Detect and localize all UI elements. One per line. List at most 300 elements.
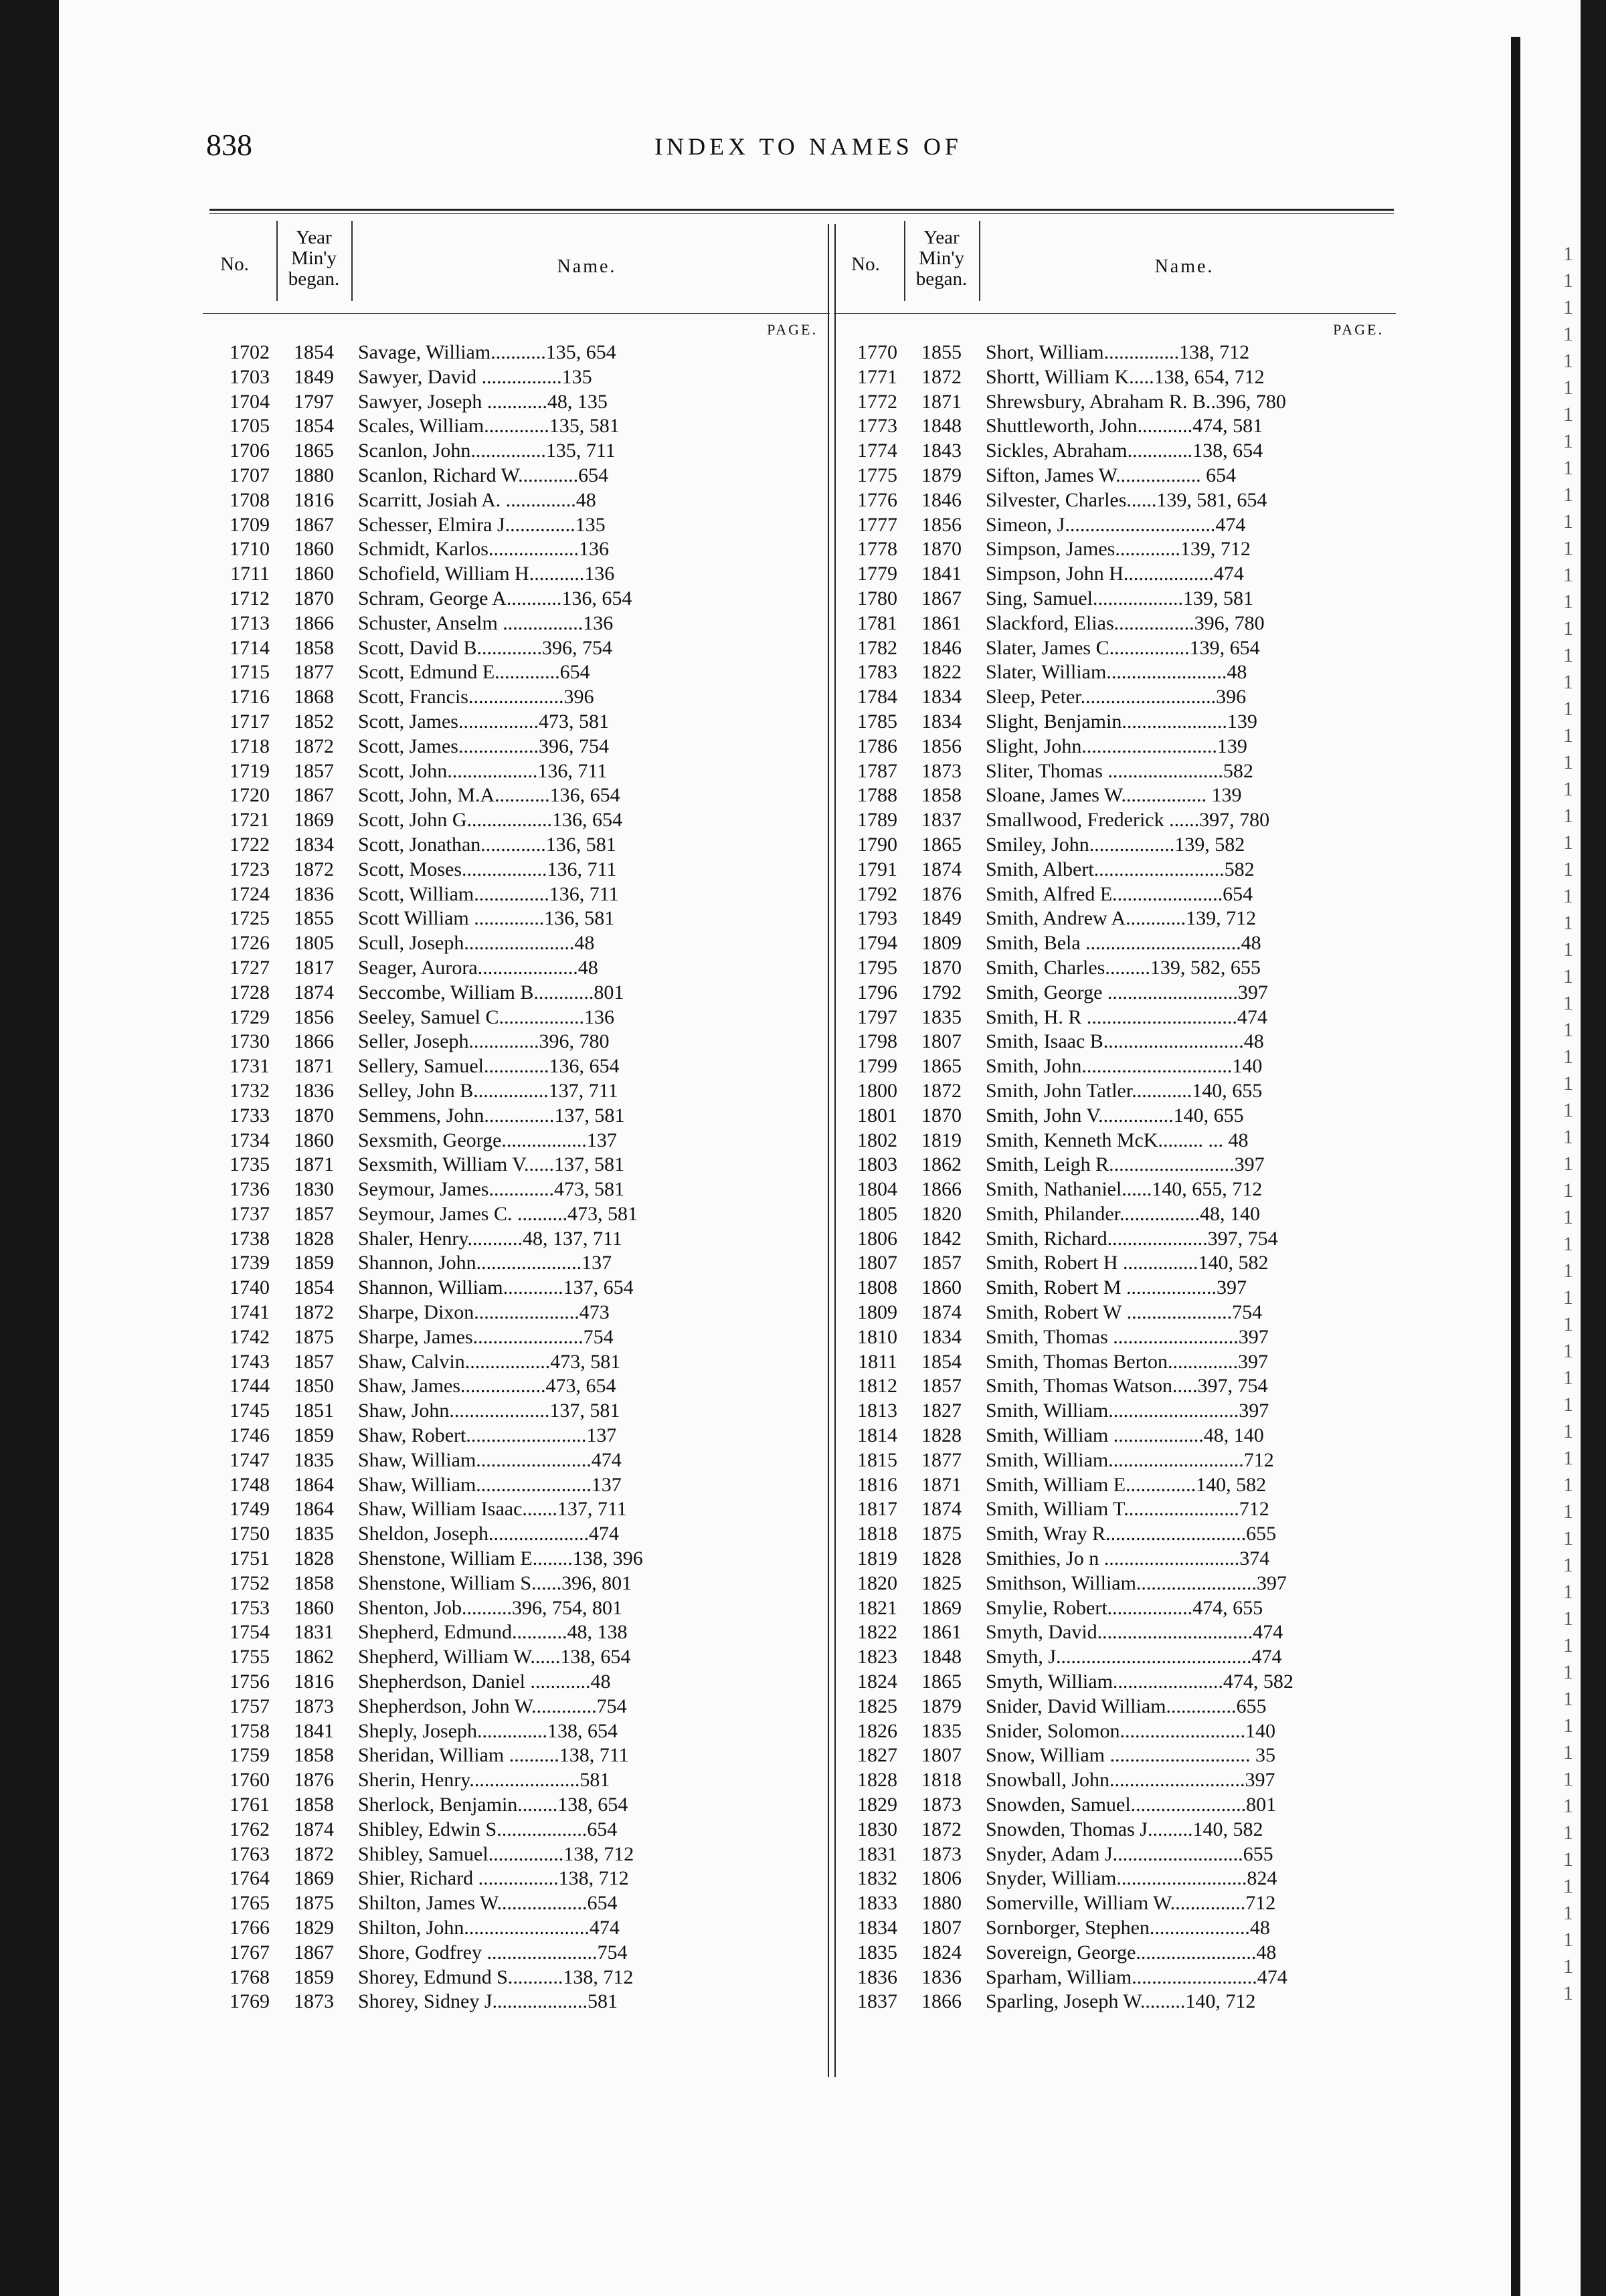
entry-name-pages: Sexsmith, George.................137: [358, 1129, 617, 1151]
entry-number: 1737: [230, 1202, 270, 1225]
entry-year: 1857: [294, 759, 334, 782]
index-row: [203, 439, 830, 464]
entry-year: 1872: [921, 1079, 962, 1102]
entry-name-pages: Smith, William E..............140, 582: [986, 1473, 1267, 1496]
index-row: [203, 1030, 830, 1054]
entry-number: 1801: [857, 1104, 897, 1127]
entry-name-pages: Sherlock, Benjamin........138, 654: [358, 1794, 628, 1816]
index-row: [203, 1547, 830, 1571]
entry-number: 1711: [230, 563, 270, 585]
entry-name-pages: Scales, William.............135, 581: [358, 415, 620, 438]
index-row: [203, 1793, 830, 1818]
index-row: [834, 488, 1396, 513]
entry-number: 1825: [857, 1695, 897, 1717]
entry-year: 1828: [294, 1547, 334, 1570]
index-row: [834, 1719, 1396, 1744]
adjacent-page-glyph: 1: [1563, 430, 1573, 452]
entry-year: 1879: [921, 1695, 962, 1717]
entry-name-pages: Scott, David B.............396, 754: [358, 636, 612, 659]
entry-name-pages: Snider, David William..............655: [986, 1695, 1267, 1717]
entry-number: 1775: [857, 464, 897, 486]
index-row: [203, 513, 830, 538]
index-row: [203, 341, 830, 365]
entry-name-pages: Silvester, Charles......139, 581, 654: [986, 488, 1267, 511]
entry-number: 1712: [230, 587, 270, 609]
entry-year: 1865: [294, 440, 334, 462]
entry-number: 1830: [857, 1818, 897, 1840]
adjacent-page-glyph: 1: [1563, 617, 1573, 640]
entry-number: 1710: [230, 538, 270, 561]
entry-number: 1706: [230, 440, 270, 462]
index-row: [203, 1251, 830, 1276]
entry-name-pages: Shepherd, William W......138, 654: [358, 1646, 631, 1668]
entry-year: 1829: [294, 1917, 334, 1939]
index-row: [203, 1620, 830, 1645]
adjacent-page-glyph: 1: [1563, 1206, 1573, 1228]
adjacent-page-glyph: 1: [1563, 1420, 1573, 1442]
index-row: [834, 1424, 1396, 1448]
entry-number: 1763: [230, 1842, 270, 1865]
entry-number: 1748: [230, 1473, 270, 1496]
entry-year: 1866: [921, 1178, 962, 1201]
entry-number: 1716: [230, 686, 270, 708]
entry-name-pages: Sparling, Joseph W.........140, 712: [986, 1990, 1256, 2013]
entry-name-pages: Smith, Leigh R.........................397: [986, 1153, 1265, 1176]
entry-name-pages: Seeley, Samuel C.................136: [358, 1006, 615, 1028]
scan-border-right: [1581, 0, 1606, 2296]
entry-name-pages: Smith, Wray R............................655: [986, 1523, 1277, 1545]
index-row: [203, 858, 830, 882]
header-rule: [209, 209, 1394, 214]
book-page: [59, 0, 1581, 2296]
entry-name-pages: Shortt, William K.....138, 654, 712: [986, 365, 1265, 388]
entry-name-pages: Smith, William ..................48, 140: [986, 1424, 1264, 1447]
entry-year: 1857: [294, 1202, 334, 1225]
entry-number: 1819: [857, 1547, 897, 1570]
index-row: [834, 906, 1396, 931]
entry-name-pages: Smiley, John.................139, 582: [986, 833, 1245, 856]
index-row: [203, 488, 830, 513]
entry-name-pages: Smith, John..............................140: [986, 1055, 1263, 1078]
entry-year: 1816: [294, 488, 334, 511]
entry-year: 1835: [921, 1719, 962, 1742]
entry-year: 1866: [294, 1030, 334, 1053]
adjacent-page-glyph: 1: [1563, 1260, 1573, 1282]
entry-name-pages: Slight, John...........................139: [986, 735, 1247, 757]
entry-name-pages: Shepherd, Edmund...........48, 138: [358, 1621, 628, 1644]
entry-year: 1876: [921, 882, 962, 905]
entry-name-pages: Semmens, John..............137, 581: [358, 1104, 625, 1127]
index-row: [834, 1743, 1396, 1768]
index-row: [834, 1916, 1396, 1941]
entry-number: 1826: [857, 1719, 897, 1742]
entry-name-pages: Sawyer, David ................135: [358, 365, 592, 388]
entry-year: 1875: [294, 1892, 334, 1915]
index-row: [834, 390, 1396, 415]
entry-year: 1871: [921, 390, 962, 413]
entry-number: 1781: [857, 611, 897, 634]
index-row: [834, 562, 1396, 587]
adjacent-page-glyph: 1: [1563, 912, 1573, 934]
entry-name-pages: Smith, Alfred E......................654: [986, 882, 1253, 905]
index-row: [203, 833, 830, 858]
index-row: [834, 1325, 1396, 1350]
adjacent-page-glyph: 1: [1563, 1848, 1573, 1871]
entry-year: 1854: [294, 415, 334, 438]
entry-name-pages: Shenton, Job..........396, 754, 801: [358, 1596, 623, 1619]
entry-name-pages: Snowden, Thomas J.........140, 582: [986, 1818, 1263, 1840]
index-row: [203, 759, 830, 784]
entry-year: 1861: [921, 611, 962, 634]
index-row: [834, 1596, 1396, 1621]
adjacent-page-glyph: 1: [1563, 1474, 1573, 1496]
entry-year: 1828: [921, 1424, 962, 1447]
entry-number: 1795: [857, 956, 897, 979]
entry-number: 1793: [857, 907, 897, 930]
entry-number: 1778: [857, 538, 897, 561]
entry-name-pages: Shuttleworth, John...........474, 581: [986, 415, 1263, 438]
index-row: [834, 1374, 1396, 1399]
adjacent-page-glyph: 1: [1563, 805, 1573, 827]
entry-number: 1768: [230, 1966, 270, 1988]
entry-year: 1869: [294, 809, 334, 832]
entry-name-pages: Snow, William ............................ 35: [986, 1744, 1275, 1767]
entry-year: 1858: [294, 1794, 334, 1816]
index-row: [834, 1793, 1396, 1818]
entry-number: 1788: [857, 784, 897, 807]
entry-number: 1724: [230, 882, 270, 905]
index-column-right: [834, 221, 1396, 2014]
entry-name-pages: Scott, John G.................136, 654: [358, 809, 623, 832]
index-row: [203, 414, 830, 439]
adjacent-page-glyph: 1: [1563, 1447, 1573, 1469]
entry-year: 1872: [294, 1301, 334, 1324]
entry-name-pages: Shilton, James W..................654: [358, 1892, 618, 1915]
entry-name-pages: Smylie, Robert.................474, 655: [986, 1596, 1263, 1619]
index-row: [203, 1719, 830, 1744]
adjacent-page-glyph: 1: [1563, 644, 1573, 666]
entry-name-pages: Shorey, Edmund S...........138, 712: [358, 1966, 634, 1988]
entry-number: 1831: [857, 1842, 897, 1865]
adjacent-page-glyph: 1: [1563, 1581, 1573, 1603]
entry-name-pages: Seager, Aurora....................48: [358, 956, 598, 979]
index-row: [834, 735, 1396, 759]
adjacent-page-glyph: 1: [1563, 537, 1573, 559]
index-row: [834, 636, 1396, 661]
header-no: No.: [220, 254, 249, 275]
entry-year: 1824: [921, 1941, 962, 1964]
entry-name-pages: Sawyer, Joseph ............48, 135: [358, 390, 608, 413]
entry-year: 1828: [294, 1227, 334, 1250]
entry-year: 1820: [921, 1202, 962, 1225]
entry-year: 1846: [921, 488, 962, 511]
index-row: [203, 587, 830, 611]
index-row: [203, 1350, 830, 1375]
page-label: PAGE.: [767, 321, 818, 338]
entry-number: 1705: [230, 415, 270, 438]
adjacent-page-glyph: 1: [1563, 1340, 1573, 1362]
entry-number: 1756: [230, 1670, 270, 1693]
entry-name-pages: Shaw, William.......................474: [358, 1448, 622, 1471]
entry-year: 1834: [294, 833, 334, 856]
index-row: [834, 1620, 1396, 1645]
index-row: [203, 1966, 830, 1990]
entry-year: 1873: [921, 1842, 962, 1865]
entry-number: 1792: [857, 882, 897, 905]
entry-year: 1876: [294, 1769, 334, 1792]
entry-number: 1814: [857, 1424, 897, 1447]
index-row: [203, 611, 830, 636]
entry-year: 1854: [921, 1350, 962, 1373]
adjacent-page-glyph: 1: [1563, 1394, 1573, 1416]
entry-name-pages: Slackford, Elias................396, 780: [986, 611, 1265, 634]
entry-number: 1761: [230, 1794, 270, 1816]
entry-year: 1862: [294, 1646, 334, 1668]
index-row: [834, 1497, 1396, 1522]
adjacent-page-glyph: 1: [1563, 1501, 1573, 1523]
adjacent-page-glyph: 1: [1563, 1046, 1573, 1068]
entry-number: 1734: [230, 1129, 270, 1151]
index-row: [203, 783, 830, 808]
entry-number: 1784: [857, 686, 897, 708]
entry-name-pages: Scott, Francis...................396: [358, 686, 594, 708]
entry-name-pages: Schuster, Anselm ................136: [358, 611, 614, 634]
adjacent-page-glyph: 1: [1563, 510, 1573, 533]
adjacent-page-glyph: 1: [1563, 243, 1573, 265]
entry-name-pages: Schofield, William H...........136: [358, 563, 615, 585]
index-row: [203, 1153, 830, 1177]
index-row: [203, 464, 830, 488]
entry-number: 1809: [857, 1301, 897, 1324]
entry-year: 1867: [294, 513, 334, 536]
entry-name-pages: Smith, Kenneth McK......... ... 48: [986, 1129, 1249, 1151]
index-row: [834, 1547, 1396, 1571]
adjacent-page-glyph: 1: [1563, 323, 1573, 345]
entry-name-pages: Smith, Robert H ...............140, 582: [986, 1252, 1269, 1274]
entry-name-pages: Smith, John Tatler............140, 655: [986, 1079, 1263, 1102]
adjacent-page-glyph: 1: [1563, 778, 1573, 800]
entry-number: 1718: [230, 735, 270, 757]
entry-year: 1852: [294, 710, 334, 733]
index-row: [834, 414, 1396, 439]
entry-number: 1709: [230, 513, 270, 536]
entry-number: 1720: [230, 784, 270, 807]
entry-year: 1864: [294, 1498, 334, 1521]
adjacent-page-glyph: 1: [1563, 832, 1573, 854]
index-row: [203, 1301, 830, 1325]
adjacent-page-glyph: 1: [1563, 1608, 1573, 1630]
index-row: [203, 1818, 830, 1842]
index-row: [834, 833, 1396, 858]
index-row: [203, 1104, 830, 1129]
entry-name-pages: Scanlon, John...............135, 711: [358, 440, 616, 462]
entry-number: 1783: [857, 661, 897, 684]
index-row: [203, 1079, 830, 1104]
entry-name-pages: Smallwood, Frederick ......397, 780: [986, 809, 1270, 832]
entry-number: 1750: [230, 1523, 270, 1545]
entry-number: 1729: [230, 1006, 270, 1028]
entry-number: 1762: [230, 1818, 270, 1840]
entry-year: 1854: [294, 1276, 334, 1299]
index-row: [203, 956, 830, 981]
index-row: [203, 1497, 830, 1522]
index-row: [203, 1842, 830, 1867]
entry-name-pages: Sloane, James W................. 139: [986, 784, 1242, 807]
index-row: [834, 1177, 1396, 1202]
index-row: [834, 513, 1396, 538]
entry-number: 1731: [230, 1055, 270, 1078]
adjacent-page-glyph: 1: [1563, 564, 1573, 586]
entry-year: 1835: [921, 1006, 962, 1028]
adjacent-page-glyph: 1: [1563, 1179, 1573, 1202]
entry-year: 1879: [921, 464, 962, 486]
adjacent-page-glyph: 1: [1563, 403, 1573, 425]
index-row: [834, 1818, 1396, 1842]
entry-name-pages: Scarritt, Josiah A. ..............48: [358, 488, 596, 511]
entry-number: 1740: [230, 1276, 270, 1299]
entry-number: 1822: [857, 1621, 897, 1644]
index-row: [834, 587, 1396, 611]
index-row: [203, 1743, 830, 1768]
entry-number: 1815: [857, 1448, 897, 1471]
entry-year: 1854: [294, 341, 334, 363]
entry-year: 1867: [294, 784, 334, 807]
entry-year: 1818: [921, 1769, 962, 1792]
index-row: [203, 1522, 830, 1547]
entry-year: 1856: [294, 1006, 334, 1028]
index-row: [203, 1596, 830, 1621]
index-row: [834, 685, 1396, 710]
index-rows-right: [834, 341, 1396, 2014]
index-row: [203, 537, 830, 562]
adjacent-page-glyph: 1: [1563, 992, 1573, 1014]
entry-name-pages: Shrewsbury, Abraham R. B..396, 780: [986, 390, 1286, 413]
entry-year: 1836: [921, 1966, 962, 1988]
entry-number: 1811: [858, 1350, 897, 1373]
entry-number: 1787: [857, 759, 897, 782]
entry-number: 1713: [230, 611, 270, 634]
index-row: [834, 1276, 1396, 1301]
adjacent-page-glyph: 1: [1563, 1233, 1573, 1255]
entry-number: 1818: [857, 1523, 897, 1545]
adjacent-page-glyph: 1: [1563, 965, 1573, 987]
entry-year: 1857: [921, 1375, 962, 1398]
entry-number: 1745: [230, 1400, 270, 1422]
index-row: [834, 1399, 1396, 1424]
index-row: [203, 1202, 830, 1227]
entry-year: 1875: [921, 1523, 962, 1545]
column-header-right: [834, 221, 1396, 314]
entry-year: 1860: [294, 538, 334, 561]
index-row: [834, 341, 1396, 365]
index-row: [203, 1276, 830, 1301]
adjacent-page-glyph: 1: [1563, 1099, 1573, 1121]
adjacent-page-glyph: 1: [1563, 1768, 1573, 1790]
entry-name-pages: Seymour, James C. ..........473, 581: [358, 1202, 638, 1225]
entry-name-pages: Sexsmith, William V......137, 581: [358, 1153, 624, 1176]
entry-name-pages: Sing, Samuel..................139, 581: [986, 587, 1254, 609]
entry-number: 1760: [230, 1769, 270, 1792]
entry-name-pages: Slight, Benjamin.....................139: [986, 710, 1257, 733]
adjacent-page-glyph: 1: [1563, 671, 1573, 693]
entry-name-pages: Sleep, Peter...........................396: [986, 686, 1247, 708]
entry-name-pages: Savage, William...........135, 654: [358, 341, 616, 363]
entry-year: 1822: [921, 661, 962, 684]
index-row: [203, 1941, 830, 1966]
entry-year: 1871: [294, 1153, 334, 1176]
entry-number: 1766: [230, 1917, 270, 1939]
entry-number: 1782: [857, 636, 897, 659]
entry-name-pages: Sheridan, William ..........138, 711: [358, 1744, 629, 1767]
entry-name-pages: Selley, John B...............137, 711: [358, 1079, 618, 1102]
entry-year: 1825: [921, 1571, 962, 1594]
entry-number: 1813: [857, 1400, 897, 1422]
entry-name-pages: Smith, Richard....................397, 754: [986, 1227, 1278, 1250]
entry-name-pages: Smith, Robert W .....................754: [986, 1301, 1263, 1324]
entry-number: 1739: [230, 1252, 270, 1274]
entry-number: 1780: [857, 587, 897, 609]
entry-number: 1770: [857, 341, 897, 363]
index-row: [834, 1079, 1396, 1104]
adjacent-page-edge: [1511, 37, 1520, 2296]
entry-year: 1860: [921, 1276, 962, 1299]
index-row: [834, 1301, 1396, 1325]
entry-year: 1880: [921, 1892, 962, 1915]
entry-number: 1719: [230, 759, 270, 782]
entry-number: 1823: [857, 1646, 897, 1668]
header-year: Year Min'y began.: [915, 227, 968, 290]
entry-name-pages: Sparham, William.........................474: [986, 1966, 1287, 1988]
entry-name-pages: Shaler, Henry...........48, 137, 711: [358, 1227, 622, 1250]
index-row: [834, 783, 1396, 808]
entry-year: 1806: [921, 1867, 962, 1890]
entry-name-pages: Smith, Thomas .........................397: [986, 1325, 1269, 1348]
entry-name-pages: Shilton, John.........................474: [358, 1917, 620, 1939]
adjacent-page-glyph: 1: [1563, 350, 1573, 372]
entry-name-pages: Shibley, Samuel...............138, 712: [358, 1842, 634, 1865]
entry-year: 1807: [921, 1744, 962, 1767]
entry-number: 1835: [857, 1941, 897, 1964]
entry-name-pages: Smith, H. R ..............................474: [986, 1006, 1267, 1028]
header-name: Name.: [557, 256, 617, 277]
entry-year: 1792: [921, 981, 962, 1003]
index-row: [834, 858, 1396, 882]
index-row: [834, 1448, 1396, 1473]
entry-year: 1870: [921, 538, 962, 561]
entry-name-pages: Snowball, John...........................397: [986, 1769, 1275, 1792]
index-row: [834, 882, 1396, 907]
entry-name-pages: Sifton, James W................. 654: [986, 464, 1237, 486]
index-row: [834, 759, 1396, 784]
entry-year: 1836: [294, 882, 334, 905]
adjacent-page-glyph: 1: [1563, 1634, 1573, 1656]
entry-number: 1753: [230, 1596, 270, 1619]
index-row: [203, 1473, 830, 1498]
entry-number: 1805: [857, 1202, 897, 1225]
entry-name-pages: Scott William ..............136, 581: [358, 907, 615, 930]
entry-number: 1794: [857, 932, 897, 955]
entry-name-pages: Smith, Robert M ..................397: [986, 1276, 1247, 1299]
index-row: [203, 365, 830, 390]
entry-number: 1798: [857, 1030, 897, 1053]
entry-year: 1856: [921, 513, 962, 536]
entry-name-pages: Shannon, John.....................137: [358, 1252, 612, 1274]
entry-year: 1872: [921, 365, 962, 388]
entry-number: 1749: [230, 1498, 270, 1521]
entry-year: 1819: [921, 1129, 962, 1151]
entry-name-pages: Simpson, James.............139, 712: [986, 538, 1251, 561]
entry-year: 1874: [294, 981, 334, 1003]
